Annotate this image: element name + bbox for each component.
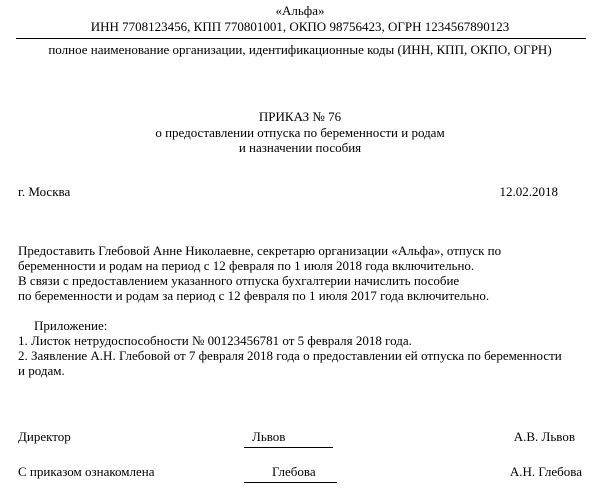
acknowledged-signature: Глебова bbox=[272, 464, 316, 479]
attachment-item-2-continued: и родам. bbox=[18, 363, 65, 378]
organization-codes: ИНН 7708123456, КПП 770801001, ОКПО 98756423, ОГРН 1234567890123 bbox=[90, 19, 510, 34]
attachments-heading: Приложение: bbox=[34, 318, 108, 333]
organization-name: «Альфа» bbox=[275, 3, 325, 18]
order-subject-line-2: и назначении пособия bbox=[238, 140, 362, 155]
director-name: А.В. Львов bbox=[513, 429, 575, 444]
director-role: Директор bbox=[18, 429, 71, 444]
order-date: 12.02.2018 bbox=[499, 184, 558, 199]
header-caption: полное наименование организации, идентификационные коды (ИНН, КПП, ОКПО, ОГРН) bbox=[48, 42, 552, 57]
body-line-1: Предоставить Глебовой Анне Николаевне, секретарю организации «Альфа», отпуск по bbox=[18, 243, 502, 258]
body-line-3: В связи с предоставлением указанного отпуска бухгалтерии начислить пособие bbox=[18, 273, 460, 288]
acknowledged-role: С приказом ознакомлена bbox=[18, 464, 155, 479]
attachment-item-1: 1. Листок нетрудоспособности № 00123456781 от 5 февраля 2018 года. bbox=[18, 333, 412, 348]
attachment-item-2: 2. Заявление А.Н. Глебовой от 7 февраля 2018 года о предоставлении ей отпуска по беременности bbox=[18, 348, 562, 363]
acknowledged-name: А.Н. Глебова bbox=[509, 464, 582, 479]
header-divider bbox=[16, 38, 586, 39]
director-signature: Львов bbox=[252, 429, 286, 444]
acknowledged-signature-line bbox=[244, 482, 337, 483]
body-line-4: по беременности и родам за период с 12 февраля по 1 июля 2017 года включительно. bbox=[18, 288, 490, 303]
body-line-2: беременности и родам на период с 12 февраля по 1 июля 2018 года включительно. bbox=[18, 258, 475, 273]
director-signature-line bbox=[244, 447, 333, 448]
order-title: ПРИКАЗ № 76 bbox=[258, 109, 342, 124]
order-subject-line-1: о предоставлении отпуска по беременности и родам bbox=[155, 125, 445, 140]
order-city: г. Москва bbox=[18, 184, 71, 199]
